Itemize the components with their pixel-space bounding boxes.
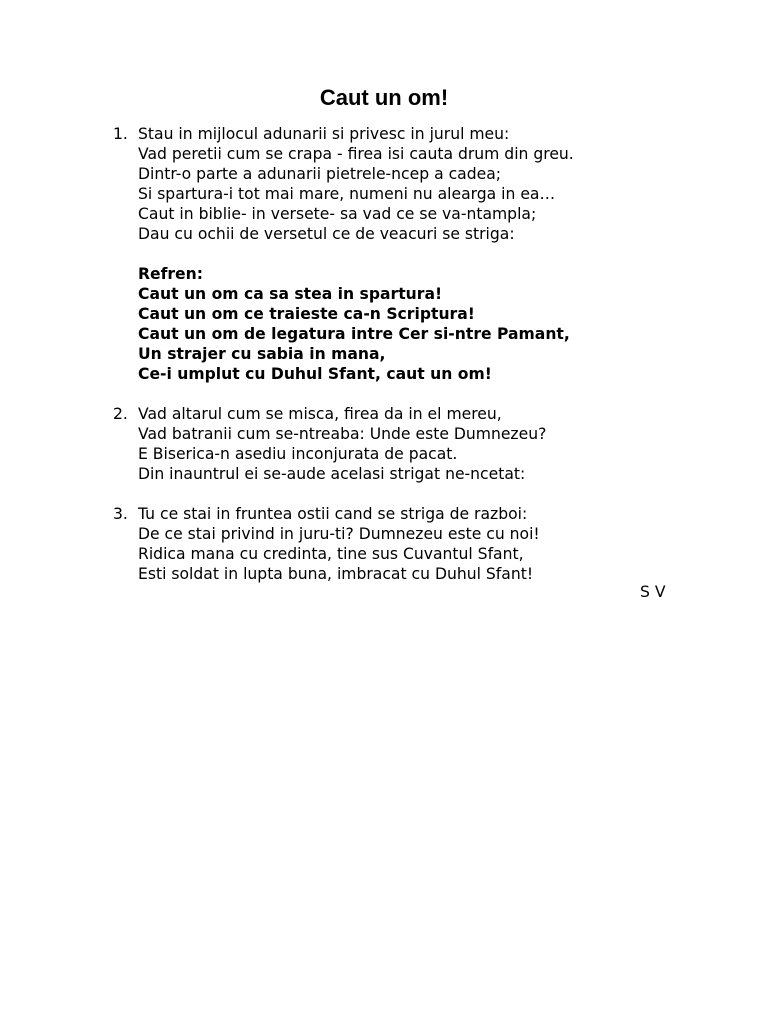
page-title: Caut un om!: [319, 85, 449, 110]
lyric-line: Si spartura-i tot mai mare, numeni nu alearga in ea…: [138, 185, 556, 203]
stanza-1: [113, 124, 713, 244]
refrain: [113, 264, 713, 384]
lyric-line: De ce stai privind in juru-ti? Dumnezeu este cu noi!: [138, 525, 540, 543]
author-signature: S V: [640, 583, 666, 601]
stanza-number: 3.: [113, 505, 128, 523]
lyric-line: Esti soldat in lupta buna, imbracat cu Duhul Sfant!: [138, 565, 534, 583]
lyric-line: Ridica mana cu credinta, tine sus Cuvantul Sfant,: [138, 545, 524, 563]
lyric-line: E Biserica-n asediu inconjurata de pacat.: [138, 445, 458, 463]
refrain-line: Ce-i umplut cu Duhul Sfant, caut un om!: [138, 365, 492, 383]
stanza-gap: [113, 384, 713, 404]
stanza-number: 1.: [113, 125, 128, 143]
lyric-line: Dau cu ochii de versetul ce de veacuri se striga:: [138, 225, 515, 243]
stanza-gap: [113, 244, 713, 264]
lyric-line: Vad peretii cum se crapa - firea isi cauta drum din greu.: [138, 145, 574, 163]
lyric-line: Dintr-o parte a adunarii pietrele-ncep a cadea;: [138, 165, 502, 183]
lyric-line: Caut in biblie- in versete- sa vad ce se va-ntampla;: [138, 205, 537, 223]
stanza-3: [113, 504, 713, 584]
lyric-line: Vad altarul cum se misca, firea da in el mereu,: [138, 405, 502, 423]
stanza-number: 2.: [113, 405, 128, 423]
refrain-heading: Refren:: [138, 265, 203, 283]
refrain-line: Caut un om ca sa stea in spartura!: [138, 285, 443, 303]
stanza-gap: [113, 484, 713, 504]
lyric-line: Vad batranii cum se-ntreaba: Unde este Dumnezeu?: [138, 425, 547, 443]
refrain-line: Caut un om ce traieste ca-n Scriptura!: [138, 305, 475, 323]
lyric-line: Stau in mijlocul adunarii si privesc in jurul meu:: [138, 125, 510, 143]
song-lyrics: [113, 124, 713, 584]
refrain-line: Un strajer cu sabia in mana,: [138, 345, 386, 363]
stanza-2: [113, 404, 713, 484]
lyric-line: Din inauntrul ei se-aude acelasi strigat ne-ncetat:: [138, 465, 526, 483]
refrain-line: Caut un om de legatura intre Cer si-ntre Pamant,: [138, 325, 570, 343]
lyric-line: Tu ce stai in fruntea ostii cand se striga de razboi:: [138, 505, 528, 523]
